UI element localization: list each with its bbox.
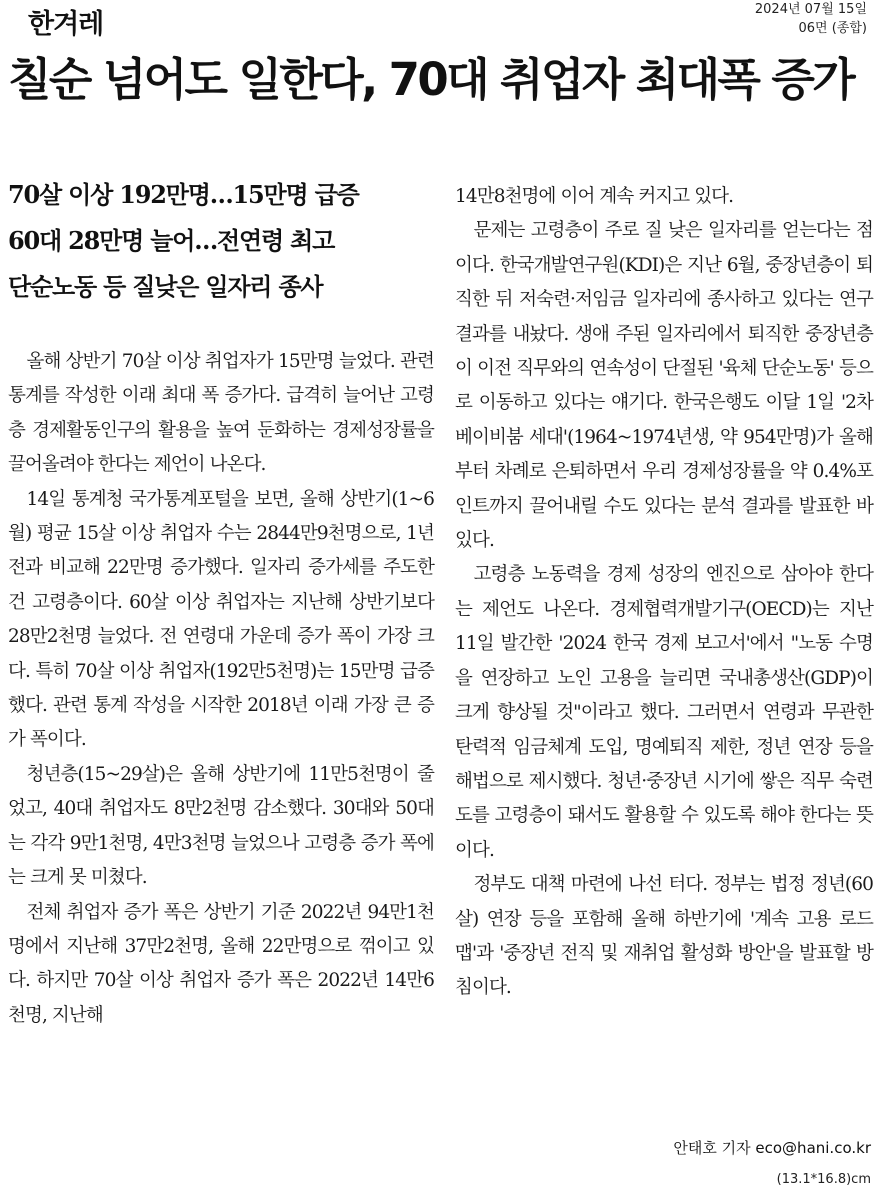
body-paragraph-continued: 14만8천명에 이어 계속 커지고 있다.	[455, 186, 734, 207]
body-paragraph: 14일 통계청 국가통계포털을 보면, 올해 상반기(1~6월) 평균 15살 이상 취업자 수는 2844만9천명으로, 1년 전과 비교해 22만명 증가했다. 일자리 증가세를 주도한 건 고령층이다. 60살 이상 취업자는 지난해 상반기보다 28만2천명 늘었다. 전 연령대 가운데 증가 폭이 가장 크다. 특히 70살 이상 취업자(192만5천명)는 15만명 급증했다. 관련 통계 작성을 시작한 2018년 이래 가장 큰 증가 폭이다.	[8, 488, 434, 751]
article-headline: 칠순 넘어도 일한다, 70대 취업자 최대폭 증가	[8, 53, 854, 106]
body-paragraph: 정부도 대책 마련에 나선 터다. 정부는 법정 정년(60살) 연장 등을 포함해 올해 하반기에 '계속 고용 로드맵'과 '중장년 전직 및 재취업 활성화 방안'을 발표할 방침이다.	[455, 874, 873, 999]
reporter-byline: 안태호 기자 eco@hani.co.kr	[673, 1139, 871, 1157]
newspaper-logo: 한겨레	[28, 9, 104, 40]
body-paragraph: 고령층 노동력을 경제 성장의 엔진으로 삼아야 한다는 제언도 나온다. 경제협력개발기구(OECD)는 지난 11일 발간한 '2024 한국 경제 보고서'에서 "노동 수명을 연장하고 노인 고용을 늘리면 국내총생산(GDP)이 크게 향상될 것"이라고 했다. 그러면서 연령과 무관한 탄력적 임금체계 도입, 명예퇴직 제한, 정년 연장 등을 해법으로 제시했다. 청년·중장년 시기에 쌓은 직무 숙련도를 고령층이 돼서도 활용할 수 있도록 해야 한다는 뜻이다.	[455, 564, 873, 861]
subheadline-block	[8, 172, 418, 310]
publication-meta	[755, 0, 867, 38]
body-paragraph: 청년층(15~29살)은 올해 상반기에 11만5천명이 줄었고, 40대 취업자도 8만2천명 감소했다. 30대와 50대는 각각 9만1천명, 4만3천명 늘었으나 고령층 증가 폭에는 크게 못 미쳤다.	[8, 763, 434, 889]
article-column-left	[8, 345, 434, 1033]
body-paragraph: 올해 상반기 70살 이상 취업자가 15만명 늘었다. 관련 통계를 작성한 이래 최대 폭 증가다. 급격히 늘어난 고령층 경제활동인구의 활용을 높여 둔화하는 경제성장률을 끌어올려야 한다는 제언이 나온다.	[8, 351, 434, 476]
body-paragraph: 문제는 고령층이 주로 질 낮은 일자리를 얻는다는 점이다. 한국개발연구원(KDI)은 지난 6월, 중장년층이 퇴직한 뒤 저숙련·저임금 일자리에 종사하고 있다는 연구 결과를 내놨다. 생애 주된 일자리에서 퇴직한 중장년층이 이전 직무와의 연속성이 단절된 '육체 단순노동' 등으로 이동하고 있다는 얘기다. 한국은행도 이달 1일 '2차 베이비붐 세대'(1964~1974년생, 약 954만명)가 올해부터 차례로 은퇴하면서 우리 경제성장률을 약 0.4%포인트까지 끌어내릴 수도 있다는 분석 결과를 발표한 바 있다.	[455, 220, 873, 552]
article-column-right	[455, 180, 873, 1006]
publication-date: 2024년 07월 15일	[754, 2, 867, 17]
subheadline-3: 단순노동 등 질낮은 일자리 종사	[8, 272, 323, 301]
subheadline-1: 70살 이상 192만명…15만명 급증	[8, 180, 359, 209]
article-size-note: (13.1*16.8)cm	[776, 1172, 871, 1187]
body-paragraph: 전체 취업자 증가 폭은 상반기 기준 2022년 94만1천명에서 지난해 37만2천명, 올해 22만명으로 꺾이고 있다. 하지만 70살 이상 취업자 증가 폭은 2022년 14만6천명, 지난해	[8, 901, 434, 1026]
subheadline-2: 60대 28만명 늘어…전연령 최고	[8, 226, 335, 255]
page-section: 06면 (종합)	[798, 21, 867, 36]
